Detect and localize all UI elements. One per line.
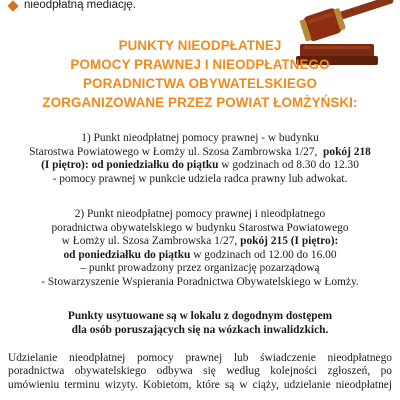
final-line: poradnictwa obywatelskiego odbywa się według kolejności zgłoszeń, po [8,365,392,378]
point-2-line: 2) Punkt nieodpłatnej pomocy prawnej i nieodpłatnego [74,208,326,220]
point-1-days: od poniedziałku do piątku [91,159,219,171]
point-2-hours: w godzinach od 12.00 do 16.00 [193,248,337,261]
point-2-address: w Łomży ul. Szosa Zambrowska 1/27, [61,235,238,247]
title-line: PUNKTY NIEODPŁATNEJ [118,38,282,53]
point-2-line: poradnictwa obywatelskiego w budynku Starostwa Powiatowego [51,221,349,234]
point-2-line: - Stowarzyszenie Wspierania Poradnictwa Obywatelskiego w Łomży. [41,275,359,288]
intro-bullet-text: nieodpłatną mediację. [24,0,136,11]
intro-bullet-line [0,0,300,22]
point-1-paragraph [0,132,400,186]
point-1-line: 1) Punkt nieodpłatnej pomocy prawnej - w budynku [81,132,319,144]
point-1-address: Starostwa Powiatowego w Łomży ul. Szosa Zambrowska 1/27, [29,145,318,158]
point-1-line: - pomocy prawnej w punkcie udziela radca prawny lub adwokat. [52,172,348,185]
title-line: PORADNICTWA OBYWATELSKIEGO [83,76,317,91]
final-paragraph [8,352,392,392]
title-line: ZORGANIZOWANE PRZEZ POWIAT ŁOMŻYŃSKI: [42,95,358,110]
point-2-paragraph [0,208,400,289]
diamond-bullet-icon [7,0,18,11]
notice-line: Punkty usytuowane są w lokalu z dogodnym dostępem [67,310,333,322]
point-2-line: – punkt prowadzony przez organizację pozarządową [80,262,320,274]
point-1-line [0,159,400,173]
point-2-days: od poniedziałku do piątku [63,248,191,261]
notice-line: dla osób poruszających się na wózkach inwalidzkich. [71,323,329,336]
point-2-line [0,235,400,249]
page-title [30,36,370,112]
point-2-room: pokój 215 (I piętro): [240,235,339,247]
title-line: POMOCY PRAWNEJ I NIEODPŁATNEGO [70,57,330,72]
accessibility-notice [0,310,400,337]
point-2-line [0,249,400,263]
point-1-hours: w godzinach od 8.30 do 12.30 [221,159,359,171]
final-line: umówieniu terminu wizyty. Kobietom, które są w ciąży, udzielanie nieodpłatnej [8,378,392,391]
point-1-room: pokój 218 [323,145,371,158]
point-1-line [0,146,400,160]
point-1-floor: (I piętro): [41,159,89,171]
final-line: Udzielanie nieodpłatnej pomocy prawnej lub świadczenie nieodpłatnego [8,352,392,364]
